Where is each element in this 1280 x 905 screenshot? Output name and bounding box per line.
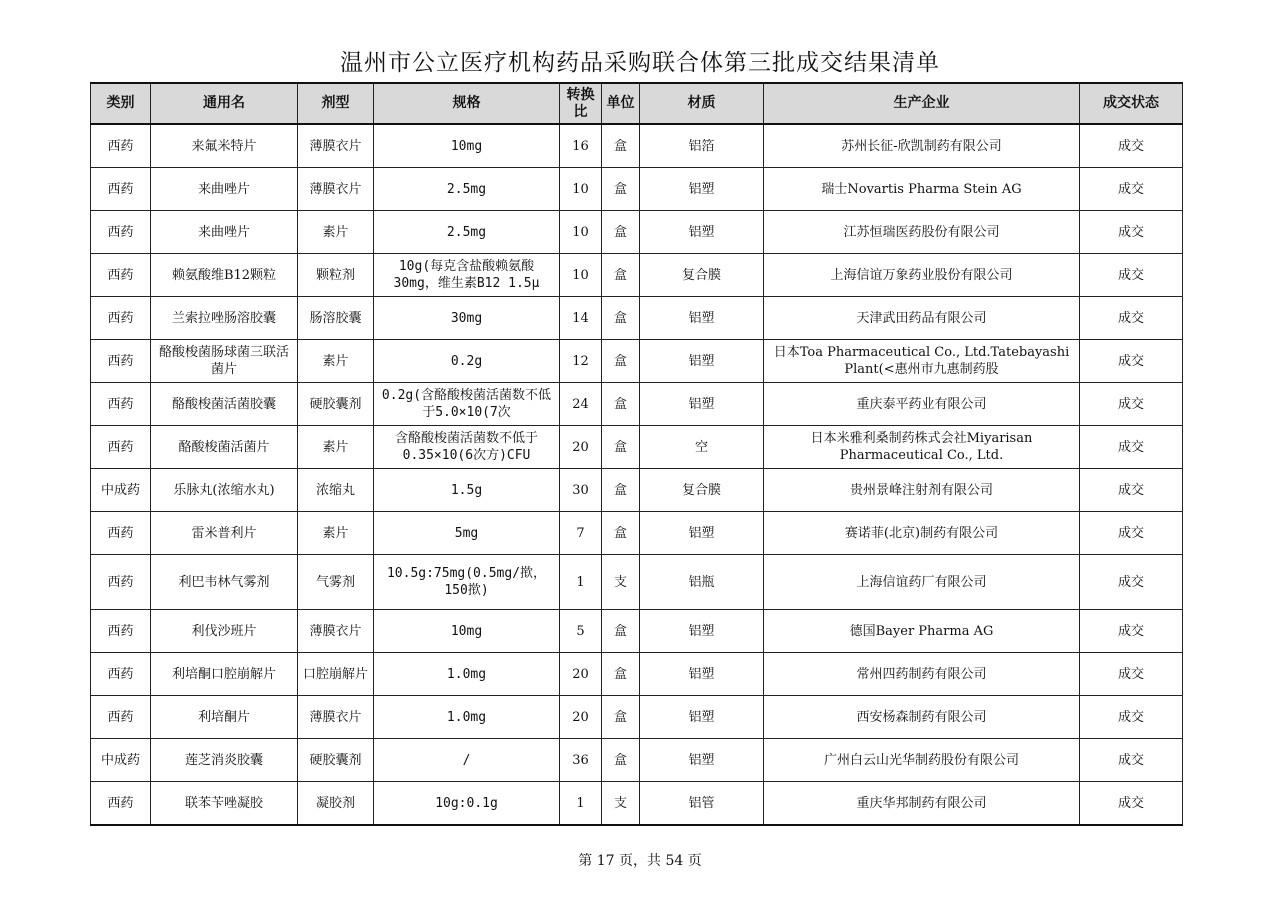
cell-status: 成交 [1080, 340, 1183, 383]
cell-material: 铝管 [640, 782, 764, 826]
cell-unit: 盒 [602, 696, 640, 739]
cell-ratio: 5 [560, 610, 602, 653]
cell-ratio: 1 [560, 782, 602, 826]
cell-form: 素片 [298, 340, 374, 383]
cell-ratio: 20 [560, 426, 602, 469]
table-row [91, 168, 1183, 211]
cell-name: 联苯苄唑凝胶 [151, 782, 298, 826]
table-row [91, 782, 1183, 826]
cell-unit: 支 [602, 555, 640, 610]
cell-status: 成交 [1080, 211, 1183, 254]
table-body [91, 124, 1183, 825]
cell-form: 硬胶囊剂 [298, 383, 374, 426]
cell-category: 西药 [91, 610, 151, 653]
table-row [91, 469, 1183, 512]
cell-name: 利伐沙班片 [151, 610, 298, 653]
cell-form: 薄膜衣片 [298, 696, 374, 739]
cell-material: 铝塑 [640, 696, 764, 739]
cell-unit: 盒 [602, 211, 640, 254]
cell-spec: 10mg [374, 124, 560, 168]
cell-form: 肠溶胶囊 [298, 297, 374, 340]
cell-category: 西药 [91, 254, 151, 297]
cell-category: 西药 [91, 124, 151, 168]
cell-maker: 上海信谊万象药业股份有限公司 [764, 254, 1080, 297]
header-row [91, 83, 1183, 124]
cell-material: 复合膜 [640, 254, 764, 297]
header-name: 通用名 [151, 83, 298, 124]
cell-name: 兰索拉唑肠溶胶囊 [151, 297, 298, 340]
cell-maker: 贵州景峰注射剂有限公司 [764, 469, 1080, 512]
cell-form: 硬胶囊剂 [298, 739, 374, 782]
cell-spec: 1.5g [374, 469, 560, 512]
table-row [91, 297, 1183, 340]
cell-material: 空 [640, 426, 764, 469]
cell-maker: 江苏恒瑞医药股份有限公司 [764, 211, 1080, 254]
cell-category: 西药 [91, 782, 151, 826]
cell-status: 成交 [1080, 297, 1183, 340]
cell-material: 铝塑 [640, 739, 764, 782]
cell-unit: 盒 [602, 610, 640, 653]
cell-status: 成交 [1080, 124, 1183, 168]
cell-name: 乐脉丸(浓缩水丸) [151, 469, 298, 512]
cell-form: 素片 [298, 512, 374, 555]
cell-unit: 盒 [602, 124, 640, 168]
cell-form: 浓缩丸 [298, 469, 374, 512]
table-row [91, 696, 1183, 739]
cell-category: 西药 [91, 297, 151, 340]
cell-name: 酪酸梭菌活菌片 [151, 426, 298, 469]
cell-maker: 重庆泰平药业有限公司 [764, 383, 1080, 426]
document-title: 温州市公立医疗机构药品采购联合体第三批成交结果清单 [340, 50, 940, 76]
cell-ratio: 24 [560, 383, 602, 426]
cell-ratio: 30 [560, 469, 602, 512]
cell-spec: 10g:0.1g [374, 782, 560, 826]
cell-unit: 盒 [602, 254, 640, 297]
cell-form: 薄膜衣片 [298, 168, 374, 211]
cell-ratio: 20 [560, 696, 602, 739]
header-status: 成交状态 [1080, 83, 1183, 124]
cell-material: 铝塑 [640, 340, 764, 383]
cell-status: 成交 [1080, 739, 1183, 782]
cell-material: 铝塑 [640, 383, 764, 426]
cell-unit: 盒 [602, 297, 640, 340]
cell-unit: 盒 [602, 168, 640, 211]
cell-form: 素片 [298, 426, 374, 469]
cell-maker: 日本Toa Pharmaceutical Co., Ltd.Tatebayashi Plant(<惠州市九惠制药股 [764, 340, 1080, 383]
cell-unit: 支 [602, 782, 640, 826]
cell-name: 酪酸梭菌活菌胶囊 [151, 383, 298, 426]
table-row [91, 383, 1183, 426]
table-row [91, 124, 1183, 168]
page-number: 第 17 页，共 54 页 [578, 853, 702, 869]
cell-status: 成交 [1080, 782, 1183, 826]
cell-status: 成交 [1080, 469, 1183, 512]
cell-spec: 0.2g [374, 340, 560, 383]
cell-maker: 苏州长征-欣凯制药有限公司 [764, 124, 1080, 168]
cell-status: 成交 [1080, 696, 1183, 739]
header-material: 材质 [640, 83, 764, 124]
cell-spec: 含酪酸梭菌活菌数不低于0.35×10(6次方)CFU [374, 426, 560, 469]
table-row [91, 254, 1183, 297]
cell-category: 西药 [91, 512, 151, 555]
cell-form: 颗粒剂 [298, 254, 374, 297]
cell-category: 中成药 [91, 739, 151, 782]
cell-material: 复合膜 [640, 469, 764, 512]
header-category: 类别 [91, 83, 151, 124]
cell-maker: 重庆华邦制药有限公司 [764, 782, 1080, 826]
cell-spec: 5mg [374, 512, 560, 555]
cell-maker: 常州四药制药有限公司 [764, 653, 1080, 696]
cell-material: 铝塑 [640, 211, 764, 254]
cell-spec: 10.5g:75mg(0.5mg/揿，150揿) [374, 555, 560, 610]
cell-ratio: 10 [560, 211, 602, 254]
cell-material: 铝箔 [640, 124, 764, 168]
cell-form: 薄膜衣片 [298, 124, 374, 168]
cell-material: 铝塑 [640, 653, 764, 696]
cell-name: 来曲唑片 [151, 211, 298, 254]
cell-spec: 10mg [374, 610, 560, 653]
cell-ratio: 12 [560, 340, 602, 383]
cell-material: 铝塑 [640, 168, 764, 211]
header-ratio: 转换比 [560, 83, 602, 124]
cell-material: 铝塑 [640, 512, 764, 555]
cell-maker: 日本米雅利桑制药株式会社Miyarisan Pharmaceutical Co., Ltd. [764, 426, 1080, 469]
cell-name: 利巴韦林气雾剂 [151, 555, 298, 610]
cell-maker: 广州白云山光华制药股份有限公司 [764, 739, 1080, 782]
table-row [91, 653, 1183, 696]
table-row [91, 610, 1183, 653]
cell-material: 铝瓶 [640, 555, 764, 610]
cell-material: 铝塑 [640, 610, 764, 653]
cell-name: 利培酮片 [151, 696, 298, 739]
cell-unit: 盒 [602, 512, 640, 555]
cell-material: 铝塑 [640, 297, 764, 340]
cell-spec: / [374, 739, 560, 782]
cell-category: 西药 [91, 340, 151, 383]
table-row [91, 739, 1183, 782]
table-row [91, 340, 1183, 383]
cell-ratio: 1 [560, 555, 602, 610]
cell-category: 西药 [91, 383, 151, 426]
cell-ratio: 10 [560, 254, 602, 297]
table-row [91, 426, 1183, 469]
cell-form: 凝胶剂 [298, 782, 374, 826]
cell-category: 西药 [91, 555, 151, 610]
table-row [91, 211, 1183, 254]
cell-unit: 盒 [602, 383, 640, 426]
cell-name: 雷米普利片 [151, 512, 298, 555]
cell-spec: 2.5mg [374, 168, 560, 211]
cell-name: 莲芝消炎胶囊 [151, 739, 298, 782]
cell-status: 成交 [1080, 383, 1183, 426]
cell-spec: 2.5mg [374, 211, 560, 254]
cell-category: 中成药 [91, 469, 151, 512]
cell-category: 西药 [91, 426, 151, 469]
cell-ratio: 14 [560, 297, 602, 340]
table-row [91, 512, 1183, 555]
cell-name: 利培酮口腔崩解片 [151, 653, 298, 696]
cell-name: 来氟米特片 [151, 124, 298, 168]
cell-unit: 盒 [602, 739, 640, 782]
cell-status: 成交 [1080, 653, 1183, 696]
cell-status: 成交 [1080, 426, 1183, 469]
header-maker: 生产企业 [764, 83, 1080, 124]
cell-name: 赖氨酸维B12颗粒 [151, 254, 298, 297]
cell-status: 成交 [1080, 555, 1183, 610]
cell-spec: 0.2g(含酪酸梭菌活菌数不低于5.0×10(7次 [374, 383, 560, 426]
cell-form: 薄膜衣片 [298, 610, 374, 653]
cell-unit: 盒 [602, 469, 640, 512]
cell-spec: 10g(每克含盐酸赖氨酸30mg，维生素B12 1.5μ [374, 254, 560, 297]
cell-name: 酪酸梭菌肠球菌三联活菌片 [151, 340, 298, 383]
cell-maker: 瑞士Novartis Pharma Stein AG [764, 168, 1080, 211]
header-unit: 单位 [602, 83, 640, 124]
cell-spec: 30mg [374, 297, 560, 340]
cell-maker: 德国Bayer Pharma AG [764, 610, 1080, 653]
cell-unit: 盒 [602, 426, 640, 469]
cell-form: 气雾剂 [298, 555, 374, 610]
cell-name: 来曲唑片 [151, 168, 298, 211]
cell-category: 西药 [91, 696, 151, 739]
table-row [91, 555, 1183, 610]
results-table [90, 82, 1183, 826]
cell-ratio: 7 [560, 512, 602, 555]
cell-form: 素片 [298, 211, 374, 254]
cell-spec: 1.0mg [374, 696, 560, 739]
cell-ratio: 16 [560, 124, 602, 168]
cell-maker: 西安杨森制药有限公司 [764, 696, 1080, 739]
header-form: 剂型 [298, 83, 374, 124]
cell-maker: 赛诺菲(北京)制药有限公司 [764, 512, 1080, 555]
cell-status: 成交 [1080, 610, 1183, 653]
cell-unit: 盒 [602, 653, 640, 696]
cell-status: 成交 [1080, 168, 1183, 211]
cell-maker: 天津武田药品有限公司 [764, 297, 1080, 340]
cell-maker: 上海信谊药厂有限公司 [764, 555, 1080, 610]
cell-ratio: 36 [560, 739, 602, 782]
cell-ratio: 10 [560, 168, 602, 211]
cell-status: 成交 [1080, 512, 1183, 555]
cell-ratio: 20 [560, 653, 602, 696]
cell-category: 西药 [91, 211, 151, 254]
cell-category: 西药 [91, 168, 151, 211]
cell-form: 口腔崩解片 [298, 653, 374, 696]
cell-category: 西药 [91, 653, 151, 696]
cell-status: 成交 [1080, 254, 1183, 297]
cell-spec: 1.0mg [374, 653, 560, 696]
header-spec: 规格 [374, 83, 560, 124]
cell-unit: 盒 [602, 340, 640, 383]
